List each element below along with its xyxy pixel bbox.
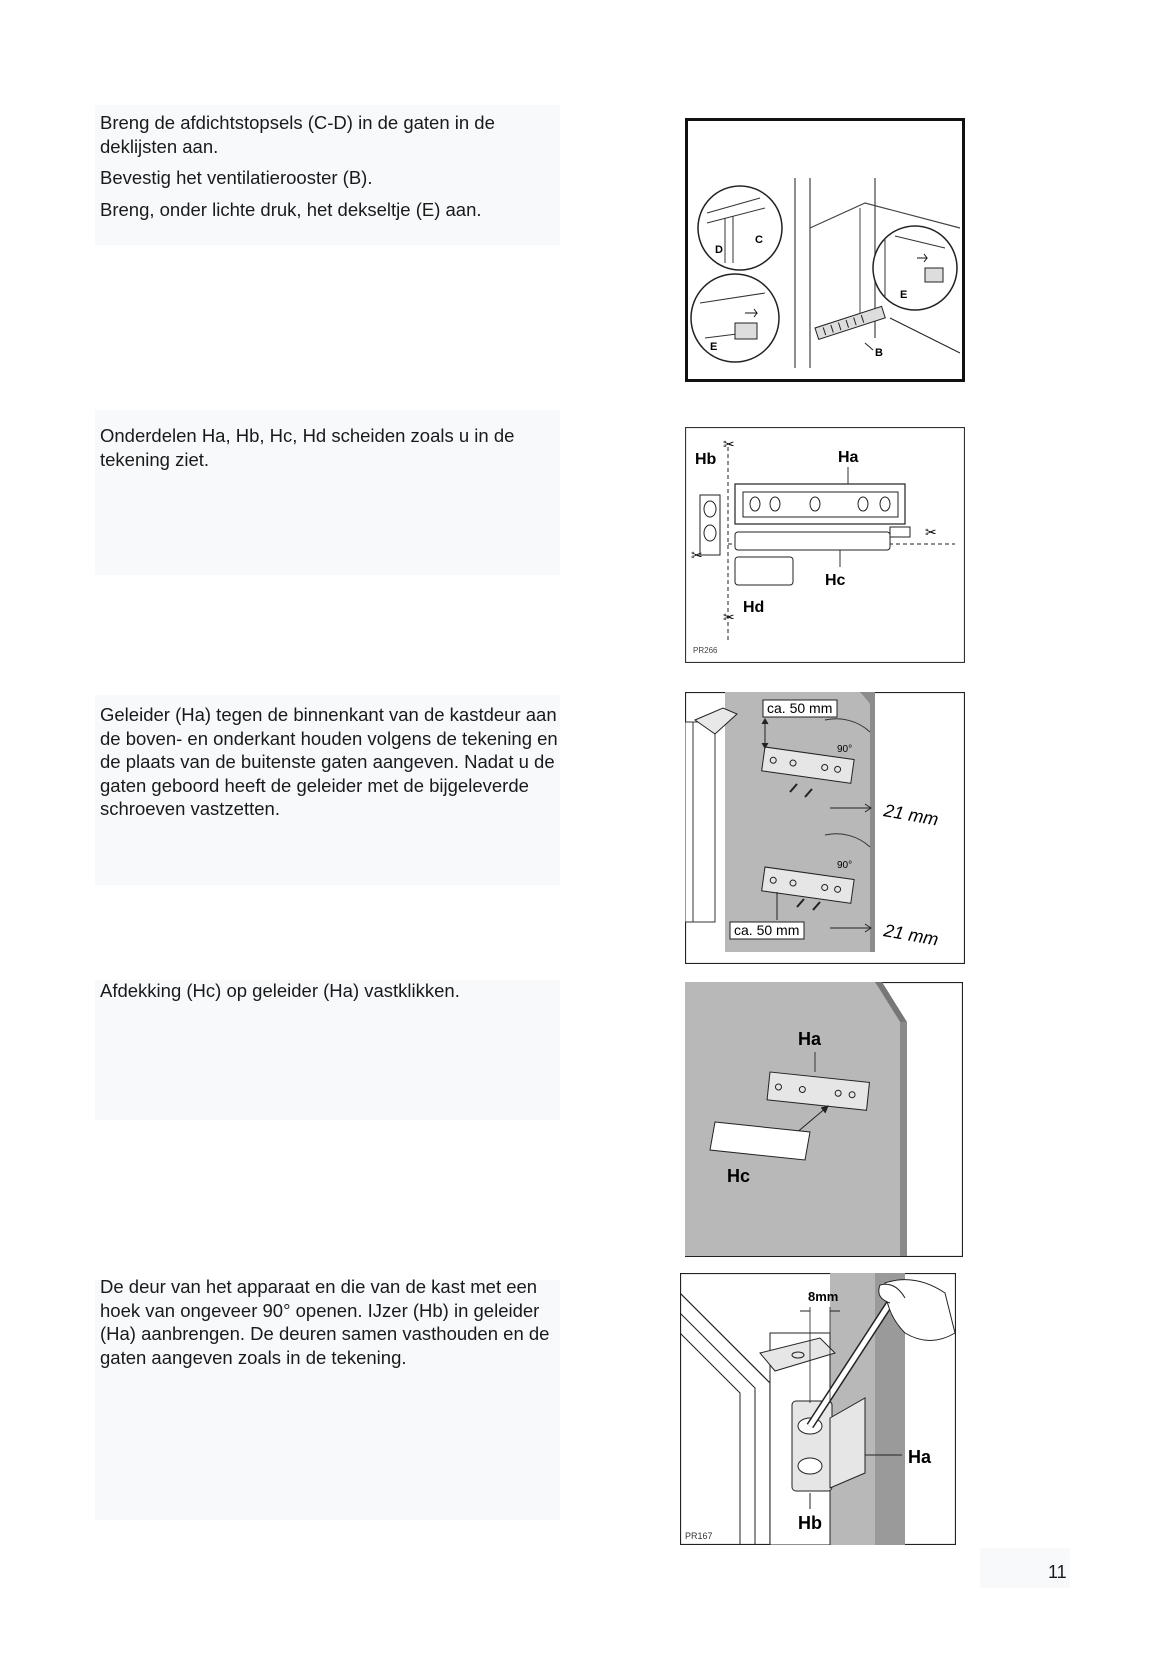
label-ha: Ha <box>838 449 859 466</box>
label-hd: Hd <box>743 599 765 616</box>
scissors-icon: ✂ <box>925 524 937 540</box>
label-d: D <box>715 244 723 256</box>
label-b: B <box>875 347 883 359</box>
label-c: C <box>755 234 763 246</box>
label-ha: Ha <box>798 1029 822 1049</box>
scissors-icon: ✂ <box>723 436 735 452</box>
scissors-icon: ✂ <box>723 609 735 625</box>
section-1-line-1: Breng de afdichtstopsels (C-D) in de gaten in de deklijsten aan. <box>100 112 495 157</box>
section-3-text <box>100 703 560 829</box>
section-2-paragraph: Onderdelen Ha, Hb, Hc, Hd scheiden zoals u in de tekening ziet. <box>100 425 515 470</box>
section-4-paragraph: Afdekking (Hc) op geleider (Ha) vastklikken. <box>100 980 460 1001</box>
section-4-text <box>100 979 560 1011</box>
section-3-paragraph: Geleider (Ha) tegen de binnenkant van de kastdeur aan de boven- en onderkant houden volgens de tekening en de plaats van de buitenste gaten aangeven. Nadat u de gaten geboord heeft de geleider met de bijgeleverde schroeven vastzetten. <box>100 704 558 819</box>
section-1-text <box>100 111 560 229</box>
page-number: 11 <box>1048 1562 1067 1582</box>
dim-top: ca. 50 mm <box>767 700 833 716</box>
section-5-paragraph: De deur van het apparaat en die van de kast met een hoek van ongeveer 90° openen. IJzer (Hb) in geleider (Ha) aanbrengen. De deuren samen vasthouden en de gaten aangeven zoals in de tekening. <box>100 1276 550 1368</box>
label-hc: Hc <box>727 1166 751 1186</box>
scissors-icon: ✂ <box>691 547 703 563</box>
offset-bottom: 21 mm <box>882 920 940 950</box>
figure-parts-separation <box>685 427 965 663</box>
label-hc: Hc <box>825 572 846 589</box>
angle-bottom: 90° <box>837 860 853 871</box>
figure-mark-holes <box>680 1273 956 1545</box>
section-2-text <box>100 424 560 479</box>
dim-8mm: 8mm <box>808 1289 839 1304</box>
offset-top: 21 mm <box>882 800 940 830</box>
dim-bottom: ca. 50 mm <box>734 922 800 938</box>
label-e-right: E <box>900 289 908 301</box>
section-1-line-2: Bevestig het ventilatierooster (B). <box>100 167 373 188</box>
label-e-left: E <box>710 341 718 353</box>
label-ha: Ha <box>908 1447 932 1467</box>
label-hb: Hb <box>798 1513 822 1533</box>
figure-code: PR167 <box>685 1531 713 1541</box>
figure-guide-mounting <box>685 692 965 964</box>
angle-top: 90° <box>837 744 853 755</box>
label-hb: Hb <box>695 451 717 468</box>
figure-code: PR266 <box>693 646 718 655</box>
figure-vent-grille <box>685 118 965 382</box>
section-5-text <box>100 1275 560 1377</box>
section-1-line-3: Breng, onder lichte druk, het dekseltje (E) aan. <box>100 198 482 220</box>
figure-cover-click <box>685 982 963 1257</box>
